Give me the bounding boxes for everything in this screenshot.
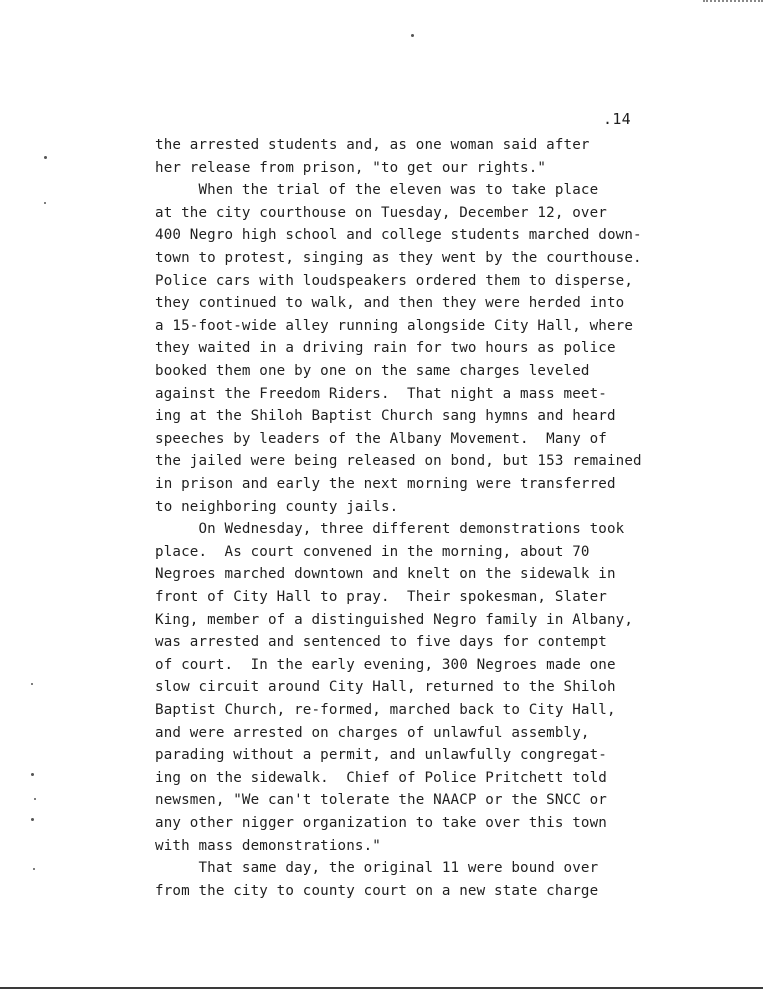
text-line: town to protest, singing as they went by the courthouse. <box>155 250 642 266</box>
bottom-rule <box>0 987 763 989</box>
scan-speck <box>34 798 36 800</box>
text-line: booked them one by one on the same charges leveled <box>155 363 590 379</box>
page-number: .14 <box>603 110 631 128</box>
text-line: Police cars with loudspeakers ordered them to disperse, <box>155 272 634 289</box>
scan-speck <box>33 868 35 870</box>
text-line: they continued to walk, and then they were herded into <box>155 295 625 312</box>
text-line: King, member of a distinguished Negro family in Albany, <box>155 611 634 628</box>
text-line: to neighboring county jails. <box>155 498 399 515</box>
text-line: place. As court convened in the morning, about 70 <box>155 543 590 560</box>
text-line: of court. In the early evening, 300 Negroes made one <box>155 656 616 673</box>
text-line: 400 Negro high school and college students marched down- <box>155 227 642 244</box>
text-line: a 15-foot-wide alley running alongside City Hall, where <box>155 317 634 334</box>
text-line: was arrested and sentenced to five days for contempt <box>155 634 607 651</box>
text-line: and were arrested on charges of unlawful assembly, <box>155 724 590 741</box>
text-line: from the city to county court on a new state charge <box>155 882 599 899</box>
corner-mark <box>703 0 763 6</box>
text-line: Baptist Church, re-formed, marched back to City Hall, <box>155 702 616 718</box>
text-line: ing at the Shiloh Baptist Church sang hymns and heard <box>155 408 616 425</box>
text-line: newsmen, "We can't tolerate the NAACP or the SNCC or <box>155 792 607 809</box>
text-line: speeches by leaders of the Albany Movement. Many of <box>155 430 607 447</box>
scan-speck <box>31 683 33 685</box>
text-line: ing on the sidewalk. Chief of Police Pritchett told <box>155 769 607 786</box>
text-line: On Wednesday, three different demonstrations took <box>155 521 625 538</box>
text-line: parading without a permit, and unlawfully congregat- <box>155 747 607 764</box>
text-line: the arrested students and, as one woman said after <box>155 137 590 153</box>
text-line: her release from prison, "to get our rights." <box>155 159 547 176</box>
scan-speck <box>31 773 34 776</box>
scan-speck <box>31 818 34 821</box>
text-line: at the city courthouse on Tuesday, December 12, over <box>155 204 607 221</box>
text-line: against the Freedom Riders. That night a mass meet- <box>155 385 607 402</box>
scan-speck <box>44 156 47 159</box>
text-line: Negroes marched downtown and knelt on the sidewalk in <box>155 566 616 583</box>
text-line: When the trial of the eleven was to take place <box>155 182 599 199</box>
text-line: with mass demonstrations." <box>155 837 381 854</box>
text-line: front of City Hall to pray. Their spokesman, Slater <box>155 589 607 605</box>
scan-speck <box>411 34 414 37</box>
text-line: they waited in a driving rain for two hours as police <box>155 340 616 357</box>
scan-speck <box>44 202 46 204</box>
text-line: That same day, the original 11 were bound over <box>155 860 599 877</box>
text-line: slow circuit around City Hall, returned to the Shiloh <box>155 679 616 696</box>
text-line: the jailed were being released on bond, but 153 remained <box>155 453 642 470</box>
text-line: in prison and early the next morning were transferred <box>155 476 616 492</box>
text-line: any other nigger organization to take over this town <box>155 815 607 831</box>
